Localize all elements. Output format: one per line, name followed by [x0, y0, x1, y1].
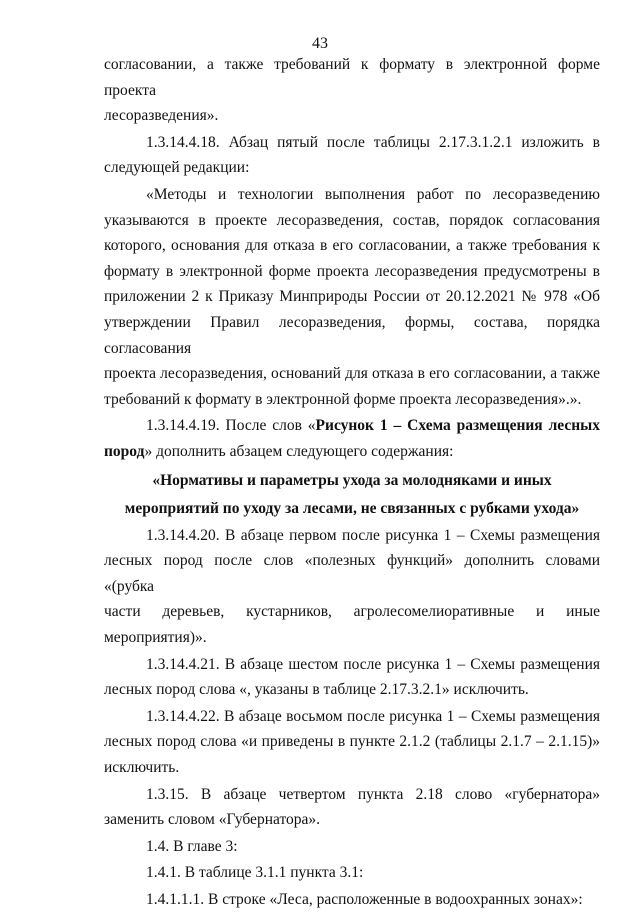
inserted-heading-line: «Нормативы и параметры ухода за молодняками и иных: [152, 471, 552, 489]
text-line: 1.3.15. В абзаце четвертом пункта 2.18 слово «губернатора»: [146, 785, 600, 803]
text-line: [104, 439, 600, 465]
text-line: части деревьев, кустарников, агролесомелиоративные и иные: [104, 603, 600, 621]
text-line: согласовании, а также требований к формату в электронной форме проекта: [104, 56, 600, 99]
document-body: [104, 52, 600, 913]
text-line: указываются в проекте лесоразведения, состав, порядок согласования: [104, 211, 600, 229]
text-run: » дополнить абзацем следующего содержания:: [144, 442, 454, 460]
text-line: лесных пород после слов «полезных функций» дополнить словами «(рубка: [104, 552, 600, 595]
text-line: которого, основания для отказа в его согласовании, а также требования к: [104, 237, 600, 255]
text-line: приложении 2 к Приказу Минприроды России от 20.12.2021 № 978 «Об: [104, 288, 600, 306]
text-line: 1.3.14.4.22. В абзаце восьмом после рисунка 1 – Схемы размещения: [146, 707, 600, 725]
text-line: формату в электронной форме проекта лесоразведения предусмотрены в: [104, 262, 600, 280]
bold-run: пород: [104, 442, 145, 460]
text-run: 1.3.14.4.19. После слов «: [146, 417, 316, 435]
inserted-heading-line: мероприятий по уходу за лесами, не связанных с рубками ухода»: [124, 500, 580, 518]
text-line: [104, 413, 600, 439]
text-line: исключить.: [104, 759, 180, 777]
text-line: лесных пород слова «, указаны в таблице 2.17.3.2.1» исключить.: [104, 681, 529, 699]
text-line: 1.4. В главе 3:: [146, 837, 238, 855]
text-line: лесоразведения».: [104, 107, 219, 125]
bold-run: Рисунок 1 – Схема размещения лесных: [315, 417, 601, 435]
text-line: 1.3.14.4.21. В абзаце шестом после рисунка 1 – Схемы размещения: [146, 655, 600, 673]
text-line: 1.3.14.4.18. Абзац пятый после таблицы 2.17.3.1.2.1 изложить в: [146, 133, 600, 151]
text-line: мероприятия)».: [104, 629, 207, 647]
text-line: 1.3.14.4.20. В абзаце первом после рисунка 1 – Схемы размещения: [146, 526, 600, 544]
text-line: следующей редакции:: [104, 159, 250, 177]
text-line: 1.4.1. В таблице 3.1.1 пункта 3.1:: [146, 864, 364, 882]
text-line: «Методы и технологии выполнения работ по лесоразведению: [146, 185, 600, 203]
text-line: требований к формату в электронной форме проекта лесоразведения».».: [104, 390, 582, 408]
text-line: 1.4.1.1.1. В строке «Леса, расположенные в водоохранных зонах»:: [146, 891, 583, 908]
text-line: проекта лесоразведения, оснований для отказа в его согласовании, а также: [104, 365, 600, 383]
text-line: лесных пород слова «и приведены в пункте 2.1.2 (таблицы 2.1.7 – 2.1.15)»: [104, 733, 600, 751]
text-line: заменить словом «Губернатора».: [104, 811, 321, 829]
text-line: утверждении Правил лесоразведения, формы, состава, порядка согласования: [104, 313, 600, 357]
page-number: 43: [312, 35, 328, 52]
